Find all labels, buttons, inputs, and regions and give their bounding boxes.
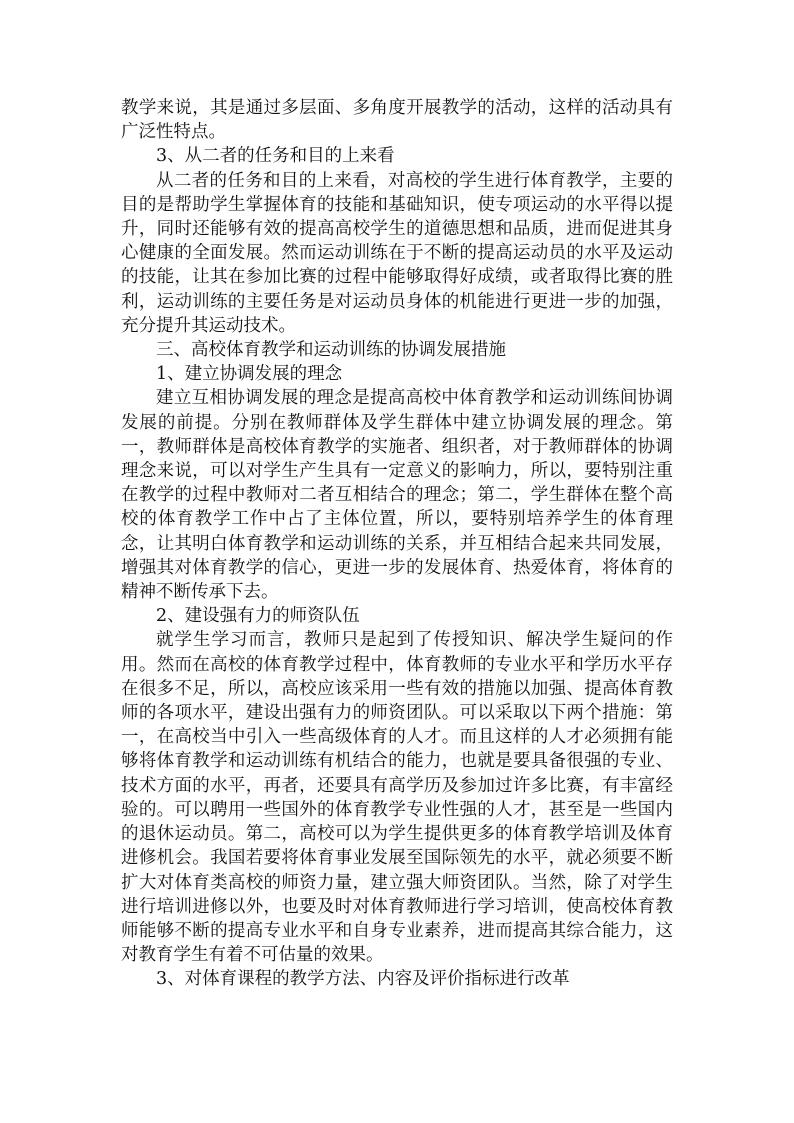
section-heading-task-goal: 3、从二者的任务和目的上来看 bbox=[156, 146, 395, 167]
paragraph-intro-continuation: 教学来说，其是通过多层面、多角度开展教学的活动，这样的活动具有广泛性特点。 bbox=[121, 98, 673, 143]
section-heading-faculty: 2、建设强有力的师资队伍 bbox=[156, 606, 360, 627]
paragraph-task-goal: 从二者的任务和目的上来看，对高校的学生进行体育教学，主要的目的是帮助学生掌握体育的技能和基础知识，使专项运动的水平得以提升，同时还能够有效的提高高校学生的道德思想和品质，进而促进其身心健康的全面发展。然而运动训练在于不断的提高运动员的水平及运动的技能，让其在参加比赛的过程中能够取得好成绩，或者取得比赛的胜利，运动训练的主要任务是对运动员身体的机能进行更进一步的加强，充分提升其运动技术。 bbox=[121, 170, 673, 336]
chapter-heading-measures: 三、高校体育教学和运动训练的协调发展措施 bbox=[156, 340, 506, 361]
section-heading-reform: 3、对体育课程的教学方法、内容及评价指标进行改革 bbox=[156, 969, 570, 990]
paragraph-concept: 建立互相协调发展的理念是提高高校中体育教学和运动训练间协调发展的前提。分别在教师群体及学生群体中建立协调发展的理念。第一，教师群体是高校体育教学的实施者、组织者，对于教师群体的协调理念来说，可以对学生产生具有一定意义的影响力，所以，要特别注重在教学的过程中教师对二者互相结合的理念；第二，学生群体在整个高校的体育教学工作中占了主体位置，所以，要特别培养学生的体育理念，让其明白体育教学和运动训练的关系，并互相结合起来共同发展，增强其对体育教学的信心，更进一步的发展体育、热爱体育，将体育的精神不断传承下去。 bbox=[121, 388, 673, 603]
section-heading-concept: 1、建立协调发展的理念 bbox=[156, 364, 343, 385]
paragraph-faculty: 就学生学习而言，教师只是起到了传授知识、解决学生疑问的作用。然而在高校的体育教学过程中，体育教师的专业水平和学历水平存在很多不足，所以，高校应该采用一些有效的措施以加强、提高体育教师的各项水平，建设出强有力的师资团队。可以采取以下两个措施：第一，在高校当中引入一些高级体育的人才。而且这样的人才必须拥有能够将体育教学和运动训练有机结合的能力，也就是要具备很强的专业、技术方面的水平，再者，还要具有高学历及参加过许多比赛，有丰富经验的。可以聘用一些国外的体育教学专业性强的人才，甚至是一些国内的退休运动员。第二，高校可以为学生提供更多的体育教学培训及体育进修机会。我国若要将体育事业发展至国际领先的水平，就必须要不断扩大对体育类高校的师资力量，建立强大师资团队。当然，除了对学生进行培训进修以外，也要及时对体育教师进行学习培训，使高校体育教师能够不断的提高专业水平和自身专业素养，进而提高其综合能力，这对教育学生有着不可估量的效果。 bbox=[121, 630, 673, 966]
document-page bbox=[121, 96, 673, 992]
